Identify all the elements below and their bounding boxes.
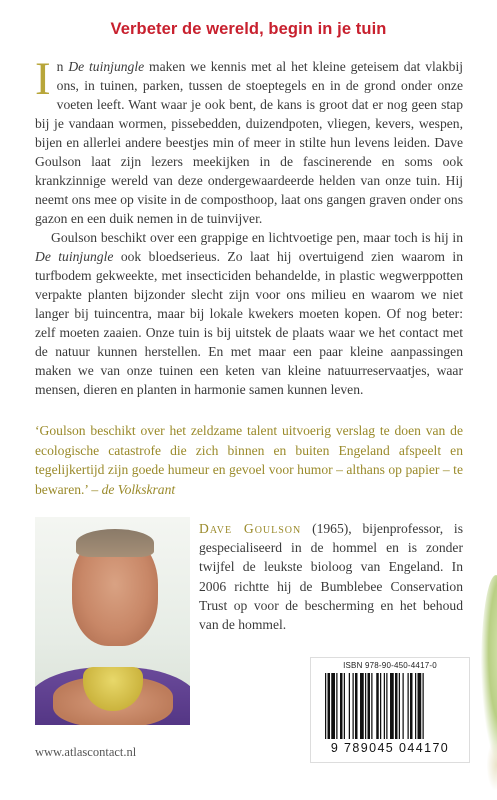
- author-bio: [199, 519, 463, 634]
- barcode-stripe: [340, 673, 343, 739]
- barcode-stripe: [360, 673, 364, 739]
- barcode-stripe: [423, 673, 424, 739]
- barcode-stripe: [325, 673, 326, 739]
- barcode-stripe: [331, 673, 335, 739]
- publisher-website[interactable]: www.atlascontact.nl: [35, 745, 137, 759]
- barcode-stripe: [355, 673, 358, 739]
- barcode-stripe: [399, 673, 400, 739]
- blurb-paragraph-2-lead: Goulson beschikt over een grappige en lichtvoetige pen, maar toch is hij in: [51, 230, 463, 245]
- barcode-stripe: [386, 673, 387, 739]
- blurb-paragraph-1: In De tuinjungle maken we kennis met al het kleine geteisem dat vlakbij ons, in tuinen, parken, tussen de stoeptegels en in de grond onder onze voeten leeft. Want waar je ook bent, de kans is groot dat er nog geen stap bij je vandaan wormen, pissebedden, duizendpoten, vliegen, kevers, wespen, bijen en allerlei andere beestjes min of meer in stilte hun levens leiden. Dave Goulson laat zijn lezers meekijken in de fascinerende en soms ook krankzinnige wereld van deze ondergewaardeerde helden van onze tuin. Hij neemt ons mee op visite in de composthoop, laat ons gangen graven onder ons gazon en een duik nemen in de tuinvijver.: [35, 53, 463, 226]
- barcode-stripe: [418, 673, 422, 739]
- barcode-stripe: [368, 673, 371, 739]
- barcode-stripe: [376, 673, 379, 739]
- blurb-paragraph-2: [35, 228, 463, 399]
- barcode-stripe: [410, 673, 413, 739]
- author-photo: [35, 517, 190, 725]
- review-quote-text: ‘Goulson beschikt over het zeldzame talent uitvoerig verslag te doen van de ecologische catastrofe die zich binnen en buiten Engeland afspeelt en tegelijkertijd zijn goede humeur en gevoel voor humor – althans op papier – te bewaren.’ –: [35, 423, 463, 497]
- barcode-digits: 9 789045 044170: [330, 741, 450, 755]
- barcode-stripe: [353, 673, 354, 739]
- book-title-inline: De tuinjungle: [68, 59, 145, 74]
- author-name: Dave Goulson: [199, 521, 302, 536]
- review-source: de Volkskrant: [101, 481, 176, 497]
- barcode-stripe: [328, 673, 331, 739]
- barcode-stripe: [390, 673, 394, 739]
- barcode-stripe: [371, 673, 372, 739]
- barcode: [310, 657, 470, 763]
- barcode-stripe: [408, 673, 409, 739]
- barcode-stripe: [344, 673, 345, 739]
- blurb: [35, 53, 463, 399]
- decorative-leaf: [481, 575, 497, 765]
- barcode-stripe: [349, 673, 350, 739]
- barcode-stripe: [415, 673, 416, 739]
- decorative-leaf-lower: [487, 740, 497, 790]
- barcode-stripe: [384, 673, 385, 739]
- blurb-paragraph-1-text: maken we kennis met al het kleine geteisem dat vlakbij ons, in tuinen, parken, tussen de stoeptegels en in de grond onder onze voeten leeft. Want waar je ook bent, de kans is groot dat er nog geen stap bij je vandaan wormen, pissebedden, duizendpoten, vliegen, kevers, wespen, bijen en allerlei andere beestjes min of meer in stilte hun levens leiden. Dave Goulson laat zijn lezers meekijken in de fascinerende en soms ook krankzinnige wereld van deze ondergewaardeerde helden van onze tuin. Hij neemt ons mee op visite in de composthoop, laat ons gangen graven onder ons gazon en een duik nemen in de tuinvijver.: [35, 59, 463, 226]
- barcode-stripe: [365, 673, 366, 739]
- isbn-label: ISBN 978-90-450-4417-0: [343, 661, 437, 670]
- barcode-stripe: [336, 673, 337, 739]
- barcode-stripe: [380, 673, 381, 739]
- barcode-stripe: [403, 673, 404, 739]
- author-bio-text: (1965), bijenprofessor, is gespecialiseerd in de hommel en is zonder twijfel de leukste bioloog van Engeland. In 2006 richtte hij de Bumblebee Conservation Trust op voor de bescherming en het behoud van de hommel.: [199, 521, 463, 633]
- review-quote: [35, 421, 463, 499]
- book-title-inline-2: De tuinjungle: [35, 249, 114, 264]
- blurb-paragraph-2-text: ook bloedserieus. Zo laat hij overtuigend zien waarom in turfbodem gekweekte, met insecticiden behandelde, in plastic wegwerppotten verpakte planten bijzonder slecht zijn voor ons milieu en waarom we niet langer bij tuincentra, maar bij lokale kwekers moeten kopen. Of nog beter: zelf moeten zaaien. Onze tuin is bij uitstek de plaats waar we het contact met de natuur kunnen herstellen. En met maar een paar kleine aanpassingen maken we van onze tuinen een keten van kleine natuurreservaatjes, waar mensen, dieren en planten in harmonie samen kunnen leven.: [35, 249, 463, 397]
- drop-cap: I: [35, 53, 51, 105]
- barcode-stripe: [395, 673, 398, 739]
- headline: Verbeter de wereld, begin in je tuin: [110, 20, 387, 38]
- barcode-bars: [325, 673, 459, 739]
